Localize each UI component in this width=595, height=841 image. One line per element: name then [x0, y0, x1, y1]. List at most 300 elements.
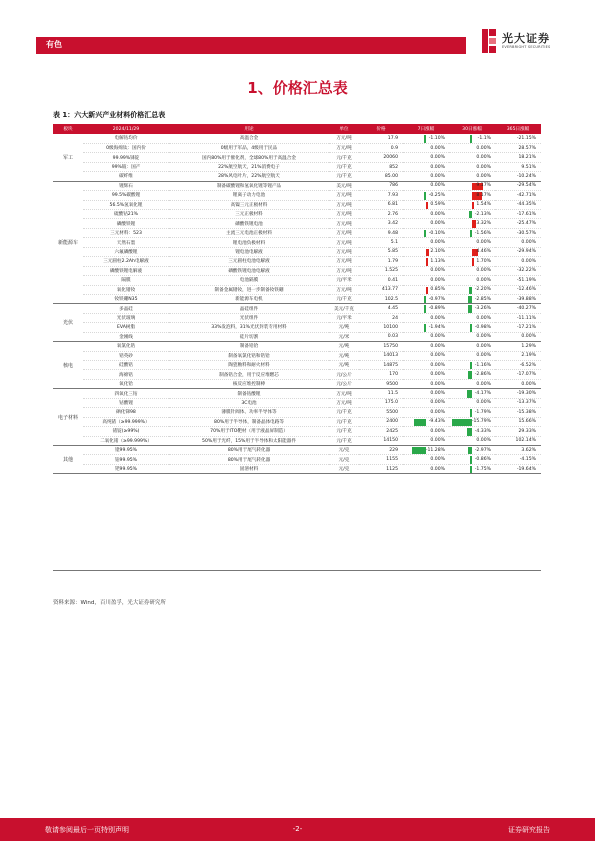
item-name: 磷酸铁锂 [83, 219, 169, 228]
change-bar-down [469, 211, 472, 219]
item-unit: 万元/吨 [329, 389, 359, 398]
item-name: EVA树脂 [83, 323, 169, 332]
item-use: 80%用于尾气转化器 [169, 455, 329, 464]
item-use: 国内80%用于催化剂，全球80%用于高温合金 [169, 153, 329, 162]
item-unit: 元/公斤 [329, 379, 359, 388]
change-30d-value: -1.1% [477, 135, 491, 141]
item-unit: 元/克 [329, 455, 359, 464]
item-price: 4.45 [359, 304, 403, 313]
change-30d-value: -2.85% [474, 296, 491, 302]
item-unit: 万元/吨 [329, 210, 359, 219]
change-7d-value: 0.00% [430, 400, 445, 406]
change-bar-down [470, 230, 472, 238]
change-bar-up [426, 249, 429, 257]
item-use: 高镍三元正极材料 [169, 200, 329, 209]
footer-report-type: 证券研究报告 [508, 826, 550, 834]
change-30d [449, 455, 495, 464]
change-30d-value: 0.00% [476, 334, 491, 340]
item-unit: 美元/千克 [329, 304, 359, 313]
change-30d-value: 0.00% [476, 145, 491, 151]
change-30d-value: 0.00% [476, 164, 491, 170]
table-row [53, 247, 541, 256]
change-7d [403, 134, 449, 143]
header-30d: 30日涨幅 [449, 124, 495, 134]
item-unit: 万元/吨 [329, 238, 359, 247]
change-7d-value: 0.00% [430, 211, 445, 217]
change-7d-value: -0.97% [428, 296, 445, 302]
change-365d: -6.52% [495, 361, 541, 370]
table-row [53, 219, 541, 228]
change-bar-down [470, 466, 472, 474]
change-bar-down [424, 192, 426, 200]
item-use: 3C电池 [169, 398, 329, 407]
change-7d [403, 313, 449, 322]
change-bar-down [468, 371, 472, 379]
item-unit: 元/克 [329, 445, 359, 454]
table-row [53, 417, 541, 426]
table-row [53, 342, 541, 351]
change-30d-value: -0.98% [474, 324, 491, 330]
table-row [53, 200, 541, 209]
change-30d [449, 200, 495, 209]
table-row [53, 445, 541, 454]
change-30d [449, 313, 495, 322]
item-price: 229 [359, 445, 403, 454]
item-price: 10100 [359, 323, 403, 332]
change-365d: -39.88% [495, 294, 541, 303]
item-unit: 万元/吨 [329, 143, 359, 152]
item-unit: 万元/吨 [329, 266, 359, 275]
item-name: 二氧化锗（≥99.999%） [83, 436, 169, 445]
change-365d: 1.29% [495, 342, 541, 351]
table-row [53, 408, 541, 417]
item-use: 电池隔膜 [169, 276, 329, 285]
table-row [53, 455, 541, 464]
change-30d [449, 417, 495, 426]
item-use: 制备碳酸锂和氢氧化锂等锂产品 [169, 181, 329, 190]
item-name: 氧化镨钕 [83, 285, 169, 294]
change-365d: 2.19% [495, 351, 541, 360]
change-365d: -10.24% [495, 172, 541, 181]
item-unit: 元/吨 [329, 351, 359, 360]
change-7d [403, 445, 449, 454]
change-7d-value: 0.00% [430, 466, 445, 472]
change-7d [403, 464, 449, 473]
change-30d-value: 0.00% [476, 438, 491, 444]
table-row [53, 304, 541, 313]
change-30d [449, 181, 495, 190]
change-365d: -12.46% [495, 285, 541, 294]
item-use: 70%用于ITO靶材（用于液晶屏制造） [169, 427, 329, 436]
table-row [53, 379, 541, 388]
change-bar-down [412, 447, 426, 455]
item-name: 多晶硅 [83, 304, 169, 313]
item-unit: 元/克 [329, 464, 359, 473]
item-name: 碳纤维 [83, 172, 169, 181]
item-unit: 万元/吨 [329, 191, 359, 200]
table-body [53, 134, 541, 474]
item-name: 铑99.95% [83, 445, 169, 454]
change-365d: -17.07% [495, 370, 541, 379]
change-365d: 9.51% [495, 162, 541, 171]
change-30d-value: 9.17% [476, 183, 491, 189]
change-7d-value: 0.00% [430, 391, 445, 397]
change-7d-value: 0.85% [430, 287, 445, 293]
item-use: 陶瓷釉料和耐火材料 [169, 361, 329, 370]
change-7d-value: -0.25% [428, 192, 445, 198]
change-7d-value: -9.43% [428, 419, 445, 425]
change-7d-value: 0.00% [430, 268, 445, 274]
table-row [53, 351, 541, 360]
item-name: 磷酸铁锂电解液 [83, 266, 169, 275]
change-7d [403, 266, 449, 275]
item-unit: 元/吨 [329, 361, 359, 370]
table-row [53, 323, 541, 332]
item-price: 852 [359, 162, 403, 171]
logo-subtext: EVERBRIGHT SECURITIES [502, 45, 551, 49]
item-use: 80%用于尾气转化器 [169, 445, 329, 454]
change-7d-value: 0.00% [430, 372, 445, 378]
change-30d-value: 1.70% [476, 258, 491, 264]
change-30d [449, 134, 495, 143]
item-price: 413.77 [359, 285, 403, 294]
item-use: 磷酸铁锂电池电解液 [169, 266, 329, 275]
change-365d: -11.11% [495, 313, 541, 322]
item-price: 11.5 [359, 389, 403, 398]
change-7d [403, 210, 449, 219]
item-price: 102.5 [359, 294, 403, 303]
item-name: 光伏玻璃 [83, 313, 169, 322]
change-365d: -21.15% [495, 134, 541, 143]
item-unit: 元/千克 [329, 436, 359, 445]
change-30d-value: 0.00% [476, 173, 491, 179]
change-365d: 18.21% [495, 153, 541, 162]
change-7d [403, 379, 449, 388]
change-bar-down [424, 305, 426, 313]
table-row [53, 389, 541, 398]
change-30d-value: 0.00% [476, 155, 491, 161]
change-7d [403, 219, 449, 228]
change-7d-value: -0.89% [428, 306, 445, 312]
change-365d: -17.61% [495, 210, 541, 219]
item-name: 硅酸锆 [83, 361, 169, 370]
change-30d-value: 0.00% [476, 400, 491, 406]
change-30d [449, 162, 495, 171]
item-price: 2400 [359, 417, 403, 426]
change-30d-value: 0.00% [476, 277, 491, 283]
change-365d: -29.54% [495, 181, 541, 190]
change-30d [449, 408, 495, 417]
item-price: 7.93 [359, 191, 403, 200]
change-7d [403, 228, 449, 237]
item-unit: 万元/吨 [329, 247, 359, 256]
item-unit: 元/千克 [329, 417, 359, 426]
change-365d: 0.00% [495, 238, 541, 247]
change-30d [449, 436, 495, 445]
item-price: 15750 [359, 342, 403, 351]
change-7d-value: 0.00% [430, 381, 445, 387]
item-unit: 元/千克 [329, 427, 359, 436]
change-7d [403, 200, 449, 209]
item-name: 电解钴均价 [83, 134, 169, 143]
item-use: 核反应堆控制棒 [169, 379, 329, 388]
header-sector: 板块 [53, 124, 83, 134]
change-30d [449, 228, 495, 237]
item-name: 金刚线 [83, 332, 169, 341]
item-price: 170 [359, 370, 403, 379]
item-use: 固溶材料 [169, 464, 329, 473]
change-30d-value: 0.00% [476, 353, 491, 359]
change-bar-down [424, 135, 426, 143]
change-365d: 0.00% [495, 332, 541, 341]
change-365d: -4.15% [495, 455, 541, 464]
item-use: 制备钴酸锂 [169, 389, 329, 398]
item-name: 99.5%碳酸锂 [83, 191, 169, 200]
change-7d-value: 0.00% [430, 277, 445, 283]
item-price: 1.525 [359, 266, 403, 275]
sector-label: 军工 [53, 134, 83, 181]
item-use: 三元正极材料 [169, 210, 329, 219]
table-row [53, 464, 541, 473]
change-7d [403, 143, 449, 152]
item-use: 制备氧氯化锆和锆铪 [169, 351, 329, 360]
change-30d [449, 247, 495, 256]
price-summary-table [53, 124, 541, 474]
change-7d-value: 0.59% [430, 202, 445, 208]
item-use: 磷酸铁锂电池 [169, 219, 329, 228]
table-row [53, 162, 541, 171]
change-bar-down [469, 287, 472, 295]
change-bar-down [424, 324, 426, 332]
header-tag: 有色 [46, 40, 62, 49]
change-bar-down [424, 296, 426, 304]
item-use: 薄膜针阀体、功率半导体等 [169, 408, 329, 417]
item-price: 5.1 [359, 238, 403, 247]
item-unit: 元/千克 [329, 153, 359, 162]
change-7d-value: -0.10% [428, 230, 445, 236]
table-caption: 表 1：六大新兴产业材料价格汇总表 [53, 111, 166, 119]
item-unit: 元/米 [329, 332, 359, 341]
table-row [53, 332, 541, 341]
change-bar-down [470, 456, 472, 464]
table-header-row [53, 124, 541, 134]
change-7d-value: 0.00% [430, 240, 445, 246]
change-30d-value: -1.56% [474, 230, 491, 236]
change-bar-down [468, 305, 472, 313]
change-365d: -44.35% [495, 200, 541, 209]
change-7d-value: 0.00% [430, 173, 445, 179]
table-row [53, 313, 541, 322]
item-unit: 元/千克 [329, 294, 359, 303]
change-7d [403, 455, 449, 464]
item-use: 锂电池负极材料 [169, 238, 329, 247]
change-bar-up [426, 202, 428, 210]
item-unit: 元/千克 [329, 408, 359, 417]
item-price: 786 [359, 181, 403, 190]
change-30d [449, 323, 495, 332]
change-7d-value: 0.00% [430, 183, 445, 189]
change-7d [403, 370, 449, 379]
header-unit: 单位 [329, 124, 359, 134]
table-row [53, 153, 541, 162]
item-price: 0.03 [359, 332, 403, 341]
item-name: 钴酸锂 [83, 398, 169, 407]
table-row [53, 294, 541, 303]
section-title: 1、价格汇总表 [247, 79, 348, 97]
change-365d: -40.27% [495, 304, 541, 313]
company-logo [482, 28, 562, 60]
item-unit: 万元/吨 [329, 285, 359, 294]
item-name: 锆英砂 [83, 351, 169, 360]
change-30d-value: -2.20% [474, 287, 491, 293]
change-bar-down [470, 324, 472, 332]
table-row [53, 181, 541, 190]
change-30d-value: 0.00% [476, 343, 491, 349]
item-use: 锂电池电解液 [169, 247, 329, 256]
item-price: 9.48 [359, 228, 403, 237]
item-price: 175.0 [359, 398, 403, 407]
table-row [53, 143, 541, 152]
item-name: 高纯锗（≥99.999%） [83, 417, 169, 426]
change-30d [449, 370, 495, 379]
change-7d [403, 153, 449, 162]
header-7d: 7日涨幅 [403, 124, 449, 134]
change-bar-up [426, 258, 428, 266]
change-bar-down [468, 296, 472, 304]
change-30d-value: 0.00% [476, 240, 491, 246]
change-30d-value: 1.54% [476, 202, 491, 208]
change-30d [449, 398, 495, 407]
item-use: 80%用于半导体，制备晶体电路等 [169, 417, 329, 426]
item-use: 三元圆柱电池电解液 [169, 257, 329, 266]
item-name: 氧化铪 [83, 379, 169, 388]
item-use: 晶硅组件 [169, 304, 329, 313]
item-use: 50%用于光纤，15%用于半导体和太阳能器件 [169, 436, 329, 445]
item-name: 99.99%铼锭 [83, 153, 169, 162]
item-name: 隔膜 [83, 276, 169, 285]
source-note: 资料来源：Wind，百川盈孚，光大证券研究所 [53, 600, 166, 606]
table-row [53, 257, 541, 266]
item-price: 24 [359, 313, 403, 322]
change-7d-value: -1.10% [428, 135, 445, 141]
change-7d [403, 332, 449, 341]
change-30d [449, 464, 495, 473]
change-30d-value: -3.26% [474, 306, 491, 312]
item-use: 33%发泡料，31%光伏封装专用材料 [169, 323, 329, 332]
item-unit: 万元/吨 [329, 257, 359, 266]
change-365d: -17.21% [495, 323, 541, 332]
item-price: 5.85 [359, 247, 403, 256]
change-7d [403, 342, 449, 351]
item-use: 制备金属镨钕，进一步制备钕铁硼 [169, 285, 329, 294]
change-30d-value: 0.00% [476, 381, 491, 387]
item-unit: 元/公斤 [329, 370, 359, 379]
header-bar [36, 37, 466, 54]
header-365d: 365日涨幅 [495, 124, 541, 134]
table-row [53, 172, 541, 181]
change-365d: 29.33% [495, 427, 541, 436]
change-7d [403, 436, 449, 445]
logo-text: 光大证券 [502, 32, 550, 45]
table-row [53, 285, 541, 294]
table-row [53, 191, 541, 200]
item-use: 硅片切割 [169, 332, 329, 341]
header-use: 用途 [169, 124, 329, 134]
item-unit: 元/吨 [329, 323, 359, 332]
change-30d [449, 285, 495, 294]
change-365d: -19.30% [495, 389, 541, 398]
item-price: 17.9 [359, 134, 403, 143]
change-30d [449, 219, 495, 228]
item-price: 5500 [359, 408, 403, 417]
change-7d [403, 408, 449, 417]
change-30d [449, 351, 495, 360]
change-7d-value: 0.00% [430, 457, 445, 463]
item-price: 9500 [359, 379, 403, 388]
change-365d: 15.66% [495, 417, 541, 426]
change-7d [403, 427, 449, 436]
item-use: 0级用于军品，4级用于民品 [169, 143, 329, 152]
change-30d-value: 8.17% [476, 192, 491, 198]
item-name: 56.5%氢氧化锂 [83, 200, 169, 209]
change-7d [403, 191, 449, 200]
change-30d [449, 445, 495, 454]
item-unit: 万元/吨 [329, 398, 359, 407]
item-name: 钯99.95% [83, 464, 169, 473]
item-name: 氧氯化锆 [83, 342, 169, 351]
change-30d [449, 379, 495, 388]
change-365d: -13.37% [495, 398, 541, 407]
change-30d [449, 257, 495, 266]
change-7d [403, 389, 449, 398]
change-30d-value: 0.00% [476, 315, 491, 321]
item-use: 主流三元电池正极材料 [169, 228, 329, 237]
item-unit: 万元/吨 [329, 134, 359, 143]
change-365d: -42.71% [495, 191, 541, 200]
table-row [53, 436, 541, 445]
table-row [53, 134, 541, 143]
table-row [53, 398, 541, 407]
change-bar-up [472, 202, 474, 210]
change-7d [403, 181, 449, 190]
sector-label: 核电 [53, 342, 83, 389]
change-30d-value: -2.97% [474, 447, 491, 453]
change-7d-value: 1.13% [430, 258, 445, 264]
item-name: 海绵锆 [83, 370, 169, 379]
change-7d-value: 0.00% [430, 164, 445, 170]
change-365d: 0.00% [495, 257, 541, 266]
table-row [53, 370, 541, 379]
item-unit: 元/千克 [329, 162, 359, 171]
change-7d-value: 0.00% [430, 343, 445, 349]
change-30d [449, 153, 495, 162]
item-price: 2425 [359, 427, 403, 436]
change-7d-value: 2.10% [430, 249, 445, 255]
change-7d [403, 238, 449, 247]
change-bar-down [470, 135, 472, 143]
change-30d [449, 304, 495, 313]
change-7d [403, 257, 449, 266]
change-7d-value: 0.00% [430, 315, 445, 321]
change-7d-value: 0.00% [430, 221, 445, 227]
change-365d: -51.19% [495, 276, 541, 285]
change-7d-value: 0.00% [430, 155, 445, 161]
item-unit: 元/平米 [329, 276, 359, 285]
item-price: 6.81 [359, 200, 403, 209]
item-name: 三元材料：523 [83, 228, 169, 237]
change-30d-value: -4.17% [474, 391, 491, 397]
change-30d [449, 427, 495, 436]
